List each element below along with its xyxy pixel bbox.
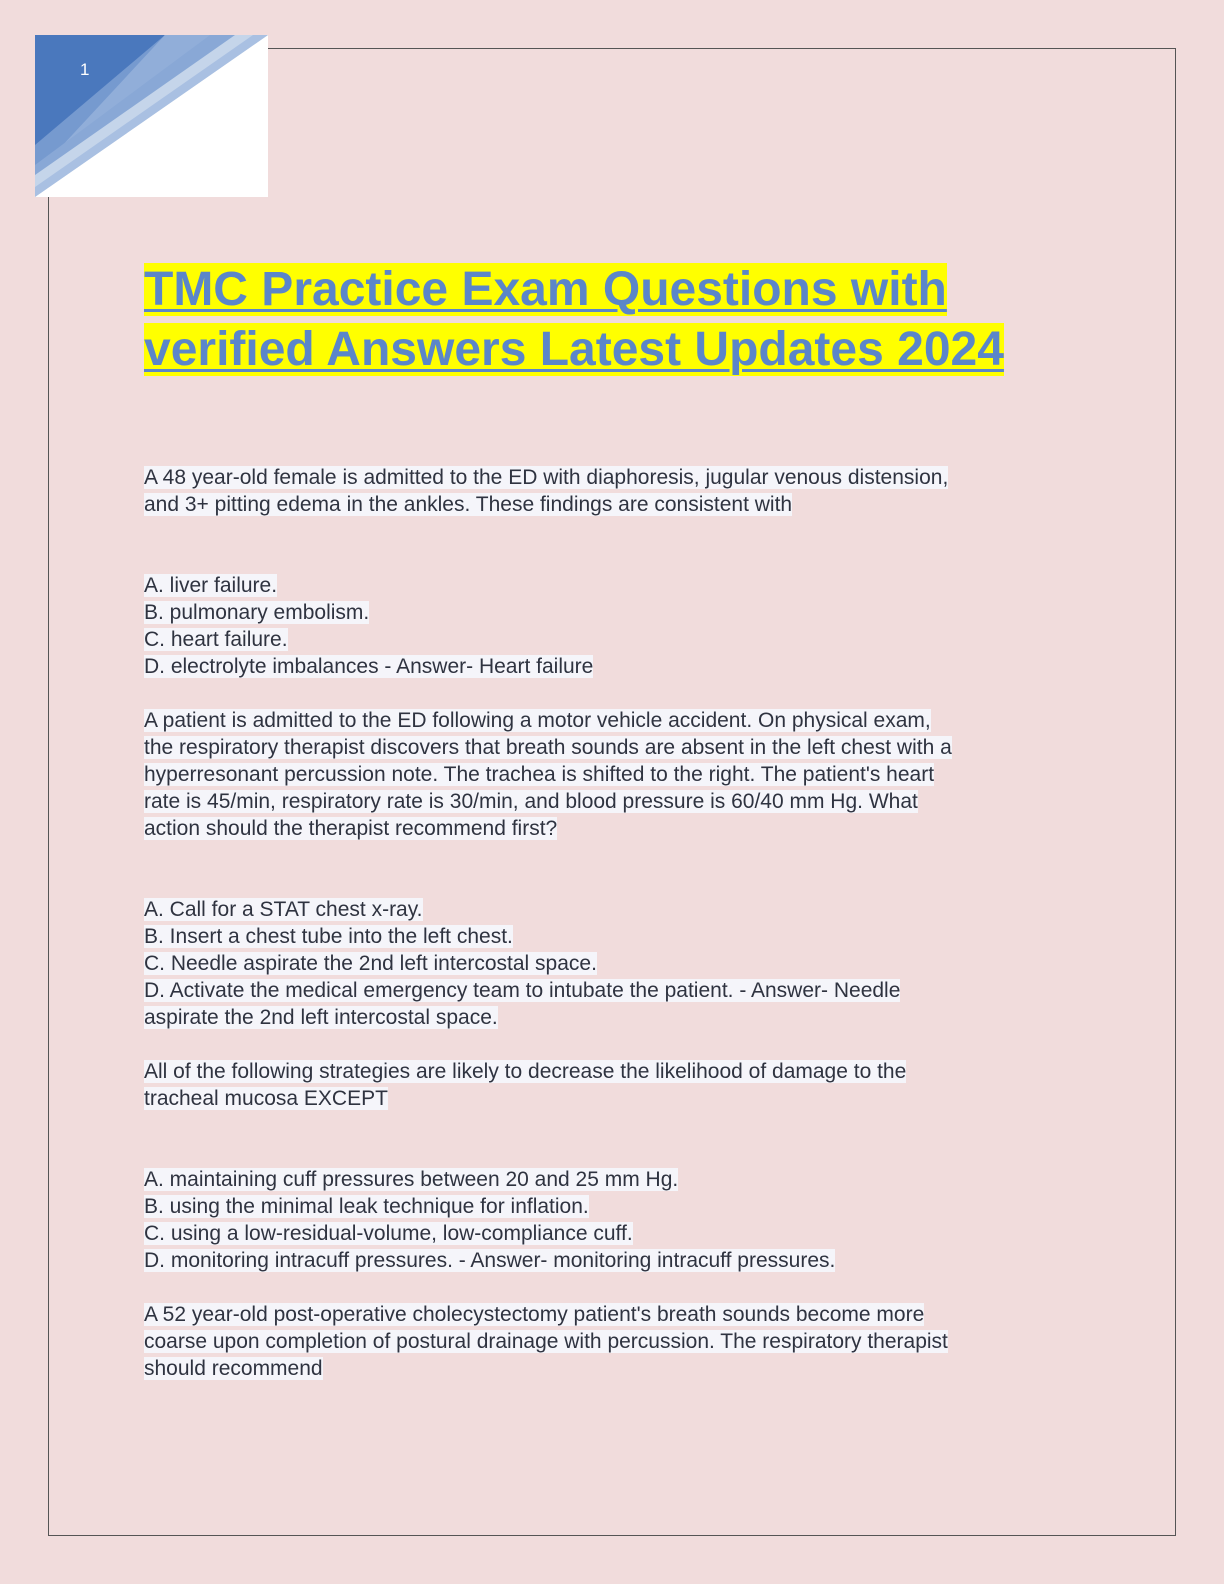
question-stem: [144, 1058, 1084, 1112]
option-line: B. using the minimal leak technique for inflation.: [144, 1195, 589, 1218]
stem-line: A 48 year-old female is admitted to the ED with diaphoresis, jugular venous distension,: [144, 466, 949, 489]
option-line: D. Activate the medical emergency team to intubate the patient. - Answer- Needle: [144, 979, 901, 1002]
option-line: C. heart failure.: [144, 628, 288, 651]
option-line: C. using a low-residual-volume, low-compliance cuff.: [144, 1222, 633, 1245]
stem-line: tracheal mucosa EXCEPT: [144, 1087, 388, 1110]
option-line: aspirate the 2nd left intercostal space.: [144, 1006, 498, 1029]
option-line: B. Insert a chest tube into the left chest.: [144, 925, 513, 948]
stem-line: All of the following strategies are likely to decrease the likelihood of damage to the: [144, 1060, 907, 1083]
answer-options: [144, 572, 1084, 680]
question-stem: [144, 464, 1084, 518]
corner-triangles-graphic: [35, 35, 268, 197]
stem-line: A 52 year-old post-operative cholecystectomy patient's breath sounds become more: [144, 1303, 925, 1326]
stem-line: the respiratory therapist discovers that breath sounds are absent in the left chest with a: [144, 736, 952, 759]
question-stem: [144, 707, 1084, 842]
question-4: [144, 1301, 1084, 1382]
answer-options: [144, 1166, 1084, 1274]
title-line-2: verified Answers Latest Updates 2024: [144, 323, 1004, 376]
question-2: [144, 707, 1084, 1031]
stem-line: should recommend: [144, 1357, 323, 1380]
document-title: [144, 260, 1144, 380]
stem-line: action should the therapist recommend first?: [144, 817, 558, 840]
option-line: A. maintaining cuff pressures between 20 and 25 mm Hg.: [144, 1168, 679, 1191]
question-1: [144, 464, 1084, 680]
question-3: [144, 1058, 1084, 1274]
option-line: B. pulmonary embolism.: [144, 601, 370, 624]
stem-line: and 3+ pitting edema in the ankles. These findings are consistent with: [144, 493, 793, 516]
option-line: D. electrolyte imbalances - Answer- Heart failure: [144, 655, 594, 678]
question-stem: [144, 1301, 1084, 1382]
stem-line: A patient is admitted to the ED following a motor vehicle accident. On physical exam,: [144, 709, 931, 732]
option-line: D. monitoring intracuff pressures. - Answer- monitoring intracuff pressures.: [144, 1249, 836, 1272]
answer-options: [144, 896, 1084, 1031]
option-line: A. liver failure.: [144, 574, 278, 597]
title-line-1: TMC Practice Exam Questions with: [144, 263, 947, 316]
stem-line: rate is 45/min, respiratory rate is 30/min, and blood pressure is 60/40 mm Hg. What: [144, 790, 918, 813]
page-number: 1: [80, 60, 90, 79]
questions-content: [144, 464, 1084, 1382]
option-line: A. Call for a STAT chest x-ray.: [144, 898, 423, 921]
stem-line: coarse upon completion of postural drainage with percussion. The respiratory therapist: [144, 1330, 948, 1353]
corner-decoration: [35, 35, 268, 197]
option-line: C. Needle aspirate the 2nd left intercostal space.: [144, 952, 597, 975]
stem-line: hyperresonant percussion note. The trachea is shifted to the right. The patient's heart: [144, 763, 935, 786]
